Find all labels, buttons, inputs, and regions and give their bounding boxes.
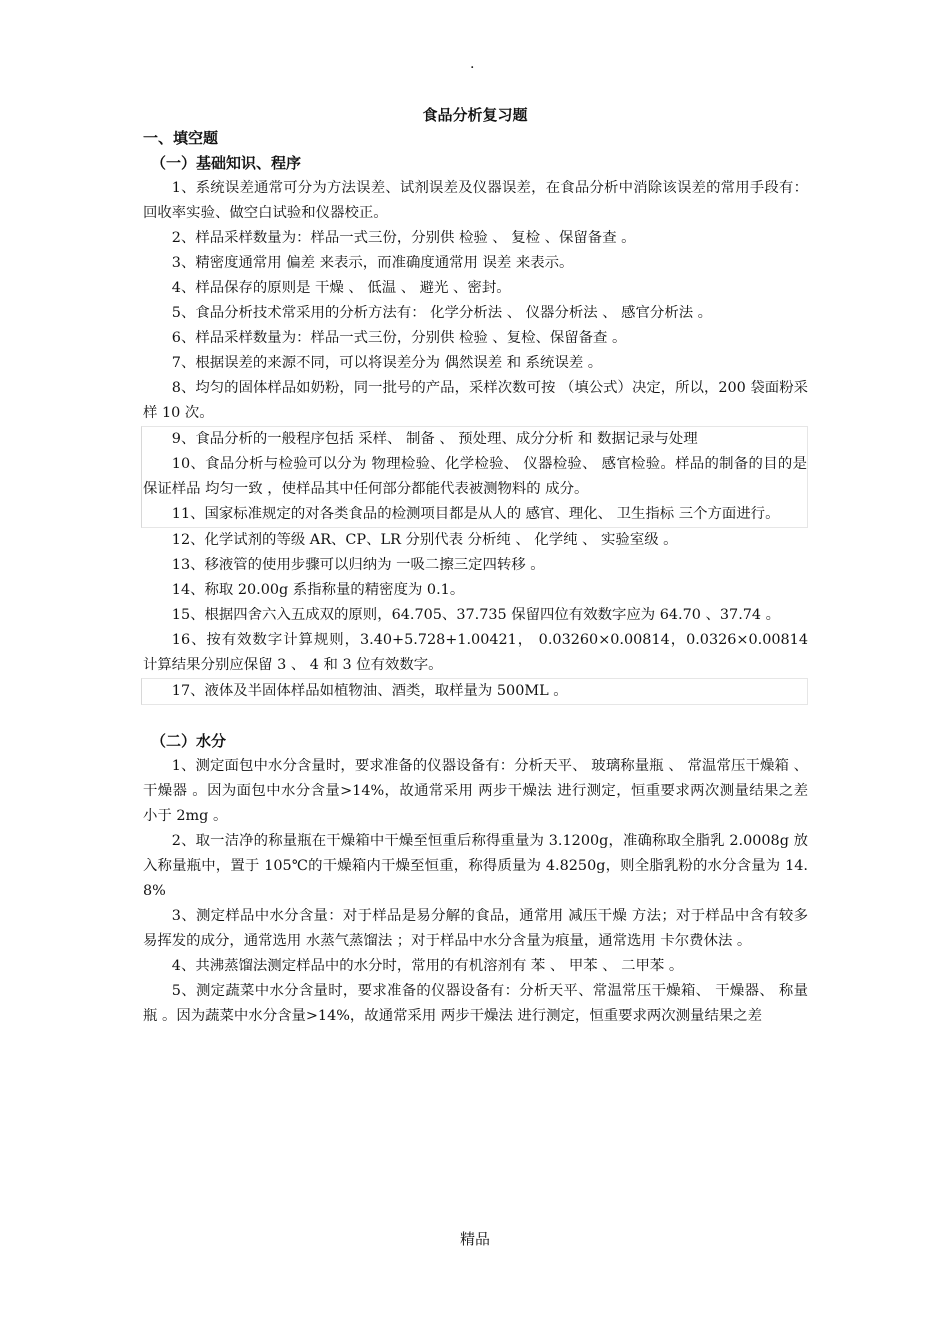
question-10: 10、食品分析与检验可以分为 物理检验、化学检验、 仪器检验、 感官检验。样品的制备的目的是保证样品 均匀一致 ，使样品其中任何部分都能代表被测物料的 成分。	[143, 456, 807, 497]
moisture-question-3: 3、测定样品中水分含量：对于样品是易分解的食品，通常用 减压干燥 方法；对于样品中含有较多易挥发的成分，通常选用 水蒸气蒸馏法 ；对于样品中水分含量为痕量，通常选用 卡尔费休法 。	[143, 908, 808, 949]
document-body	[143, 126, 808, 1029]
question-12: 12、化学试剂的等级 AR、CP、LR 分别代表 分析纯 、 化学纯 、 实验室级 。	[171, 532, 678, 548]
question-5: 5、食品分析技术常采用的分析方法有： 化学分析法 、 仪器分析法 、 感官分析法 。	[171, 305, 713, 321]
moisture-question-1: 1、测定面包中水分含量时，要求准备的仪器设备有：分析天平、 玻璃称量瓶 、 常温常压干燥箱 、 干燥器 。因为面包中水分含量>14%，故通常采用 两步干燥法 进行测定，恒重要求两次测量结果之差 小于 2mg 。	[143, 758, 808, 824]
moisture-question-2: 2、取一洁净的称量瓶在干燥箱中干燥至恒重后称得重量为 3.1200g，准确称取全脂乳 2.0008g 放入称量瓶中，置于 105℃的干燥箱内干燥至恒重，称得质量为 4.8250g，则全脂乳粉的水分含量为 14.8%	[143, 833, 808, 899]
question-17: 17、液体及半固体样品如植物油、酒类，取样量为 500ML 。	[171, 683, 568, 699]
header-mark: .	[470, 56, 475, 72]
moisture-question-4: 4、共沸蒸馏法测定样品中的水分时，常用的有机溶剂有 苯 、 甲苯 、 二甲苯 。	[171, 958, 684, 974]
page-footer: 精品	[459, 1230, 490, 1248]
question-4: 4、样品保存的原则是 干燥 、 低温 、 避光 、密封。	[171, 280, 511, 296]
subsection-heading-basics: （一）基础知识、程序	[151, 154, 302, 172]
question-2: 2、样品采样数量为：样品一式三份，分别供 检验 、 复检 、保留备查 。	[171, 230, 636, 246]
question-16: 16、按有效数字计算规则，3.40+5.728+1.00421， 0.03260×0.00814，0.0326×0.00814 计算结果分别应保留 3 、 4 和 3 位有效数字。	[143, 632, 808, 673]
question-14: 14、称取 20.00g 系指称量的精密度为 0.1。	[171, 582, 465, 598]
question-15: 15、根据四舍六入五成双的原则，64.705、37.735 保留四位有效数字应为 64.70 、37.74 。	[171, 607, 781, 623]
section-heading: 一、填空题	[143, 129, 219, 147]
question-9: 9、食品分析的一般程序包括 采样、 制备 、 预处理、成分分析 和 数据记录与处理	[171, 431, 698, 447]
question-3: 3、精密度通常用 偏差 来表示，而准确度通常用 误差 来表示。	[171, 255, 574, 271]
question-6: 6、样品采样数量为：样品一式三份，分别供 检验 、复检、保留备查 。	[171, 330, 627, 346]
question-13: 13、移液管的使用步骤可以归纳为 一吸二擦三定四转移 。	[171, 557, 545, 573]
section-gap	[143, 705, 808, 729]
question-1: 1、系统误差通常可分为方法误差、试剂误差及仪器误差，在食品分析中消除该误差的常用手段有：回收率实验、做空白试验和仪器校正。	[143, 180, 808, 221]
question-11: 11、国家标准规定的对各类食品的检测项目都是从人的 感官、理化、 卫生指标 三个方面进行。	[171, 506, 780, 522]
boxed-question-17	[141, 678, 808, 705]
moisture-question-5: 5、测定蔬菜中水分含量时，要求准备的仪器设备有：分析天平、常温常压干燥箱、 干燥器、 称量瓶 。因为蔬菜中水分含量>14%，故通常采用 两步干燥法 进行测定，恒重要求两次测量结果之差	[143, 983, 808, 1024]
question-8: 8、均匀的固体样品如奶粉，同一批号的产品，采样次数可按 （填公式）决定，所以，200 袋面粉采样 10 次。	[143, 380, 808, 421]
subsection-heading-moisture: （二）水分	[151, 732, 227, 750]
boxed-question-group	[141, 426, 808, 528]
page-title: 食品分析复习题	[422, 106, 528, 124]
question-7: 7、根据误差的来源不同，可以将误差分为 偶然误差 和 系统误差 。	[171, 355, 603, 371]
